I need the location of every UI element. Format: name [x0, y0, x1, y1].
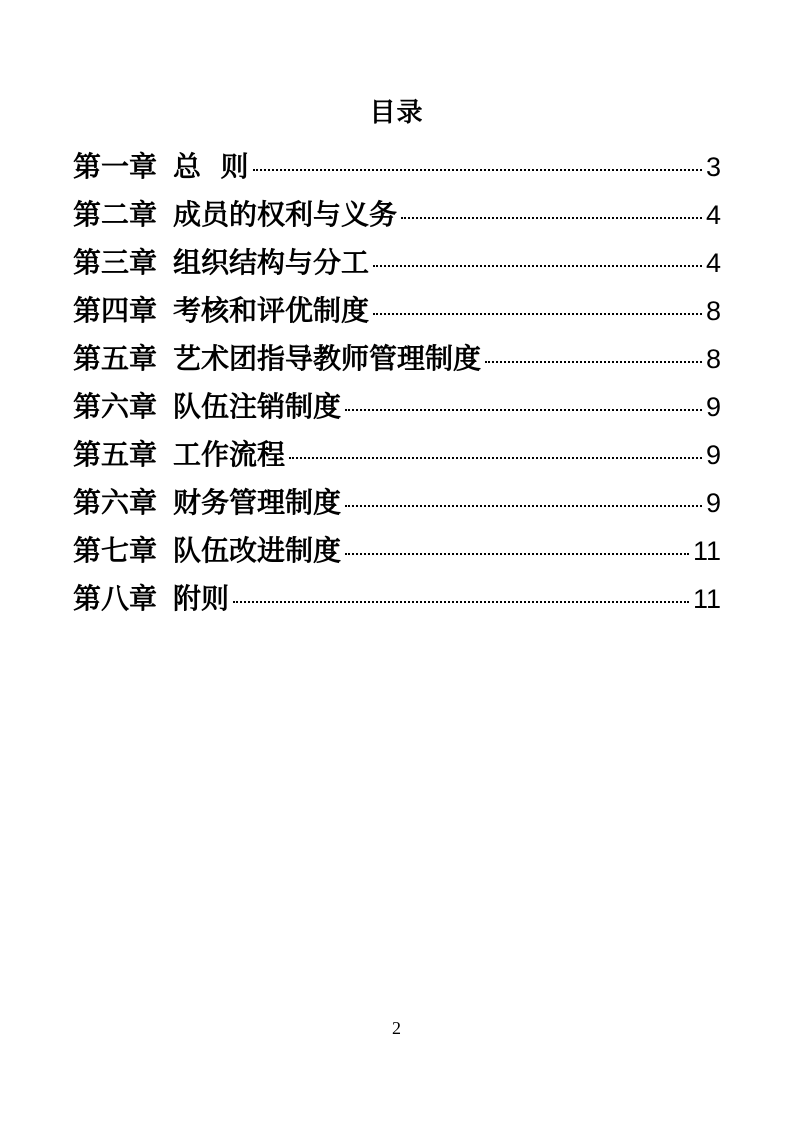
toc-entry[interactable]: [73, 192, 721, 240]
toc-chapter-title: 组织结构与分工: [173, 246, 370, 279]
toc-entry[interactable]: [73, 480, 721, 528]
toc-page-number: 9: [705, 392, 721, 422]
toc-page-number: 3: [705, 152, 721, 182]
toc-dot-leader: [401, 217, 702, 219]
toc-chapter-number: 第六章: [73, 486, 158, 519]
toc-dot-leader: [253, 169, 702, 171]
toc-chapter-number: 第三章: [73, 246, 158, 279]
toc-chapter-title: 考核和评优制度: [173, 294, 370, 327]
toc-chapter-title: 成员的权利与义务: [173, 198, 398, 231]
toc-entry[interactable]: [73, 432, 721, 480]
toc-dot-leader: [373, 313, 702, 315]
toc-dot-leader: [373, 265, 702, 267]
toc-chapter-title: 附则: [173, 582, 230, 615]
toc-dot-leader: [233, 601, 689, 603]
toc-chapter-title: 艺术团指导教师管理制度: [173, 342, 482, 375]
toc-chapter-number: 第七章: [73, 534, 158, 567]
toc-title: 目录: [369, 98, 424, 128]
toc-chapter-number: 第六章: [73, 390, 158, 423]
toc-chapter-number: 第五章: [73, 438, 158, 471]
toc-entry[interactable]: [73, 384, 721, 432]
toc-chapter-title: 总 则: [173, 150, 249, 183]
toc-page-number: 4: [705, 248, 721, 278]
toc-entry[interactable]: [73, 336, 721, 384]
toc-dot-leader: [485, 361, 702, 363]
toc-dot-leader: [345, 553, 689, 555]
toc-dot-leader: [345, 505, 702, 507]
toc-chapter-number: 第五章: [73, 342, 158, 375]
toc-chapter-number: 第二章: [73, 198, 158, 231]
toc-page-number: 9: [705, 488, 721, 518]
toc-page-number: 11: [692, 584, 721, 614]
toc-dot-leader: [345, 409, 702, 411]
table-of-contents: [73, 144, 721, 624]
toc-chapter-number: 第四章: [73, 294, 158, 327]
toc-chapter-title: 工作流程: [173, 438, 286, 471]
toc-entry[interactable]: [73, 528, 721, 576]
toc-chapter-title: 队伍注销制度: [173, 390, 342, 423]
page-number: 2: [392, 1018, 401, 1038]
toc-page-number: 11: [692, 536, 721, 566]
toc-entry[interactable]: [73, 576, 721, 624]
toc-entry[interactable]: [73, 288, 721, 336]
toc-page-number: 9: [705, 440, 721, 470]
toc-page-number: 4: [705, 200, 721, 230]
toc-dot-leader: [289, 457, 702, 459]
toc-entry[interactable]: [73, 144, 721, 192]
toc-entry[interactable]: [73, 240, 721, 288]
toc-chapter-title: 队伍改进制度: [173, 534, 342, 567]
toc-chapter-number: 第一章: [73, 150, 158, 183]
toc-chapter-number: 第八章: [73, 582, 158, 615]
toc-page-number: 8: [705, 344, 721, 374]
toc-page-number: 8: [705, 296, 721, 326]
toc-chapter-title: 财务管理制度: [173, 486, 342, 519]
